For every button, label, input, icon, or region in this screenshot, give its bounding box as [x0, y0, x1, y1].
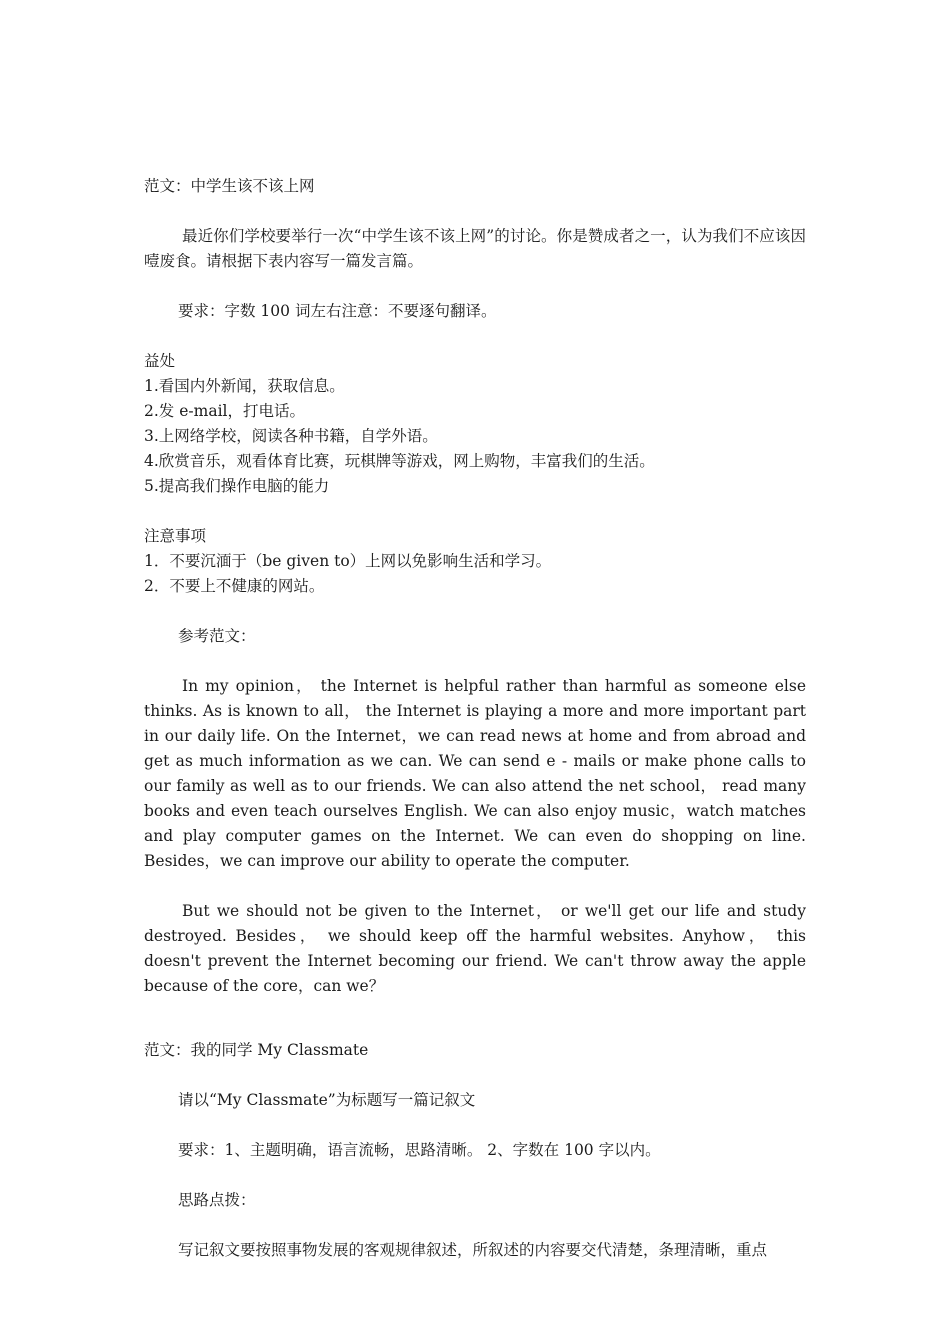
section1-requirement: 要求：字数 100 词左右注意：不要逐句翻译。	[178, 302, 497, 320]
notes-heading: 注意事项	[144, 527, 207, 545]
benefit-item: 4.欣赏音乐，观看体育比赛，玩棋牌等游戏，网上购物，丰富我们的生活。	[144, 452, 655, 470]
section2-prompt: 请以“My Classmate”为标题写一篇记叙文	[178, 1091, 476, 1109]
document-body	[144, 174, 806, 1263]
section1-title: 范文：中学生该不该上网	[144, 177, 315, 195]
section2-title: 范文：我的同学 My Classmate	[144, 1041, 369, 1059]
benefit-item: 1.看国内外新闻，获取信息。	[144, 377, 345, 395]
section2-hint-text: 写记叙文要按照事物发展的客观规律叙述，所叙述的内容要交代清楚，条理清晰，重点	[178, 1241, 768, 1259]
section1-intro: 最近你们学校要举行一次“中学生该不该上网”的讨论。你是赞成者之一，认为我们不应该因噎废食。请根据下表内容写一篇发言篇。	[144, 227, 806, 270]
benefit-item: 2.发 e-mail，打电话。	[144, 402, 305, 420]
benefit-item: 3.上网络学校，阅读各种书籍，自学外语。	[144, 427, 438, 445]
note-item: 1．不要沉湎于（be given to）上网以免影响生活和学习。	[144, 552, 552, 570]
section2-hint-label: 思路点拨：	[178, 1191, 256, 1209]
note-item: 2．不要上不健康的网站。	[144, 577, 325, 595]
reference-label: 参考范文：	[178, 627, 256, 645]
benefit-item: 5.提高我们操作电脑的能力	[144, 477, 330, 495]
benefits-heading: 益处	[144, 352, 176, 370]
essay-paragraph-2: But we should not be given to the Internet， or we'll get our life and study destroyed. Besides， we should keep off the harmful websites. Anyhow， this doesn't prevent the Internet becoming our friend. We can't throw away the apple because of the core，can we？	[144, 902, 806, 995]
essay-paragraph-1: In my opinion， the Internet is helpful rather than harmful as someone else thinks. As is known to all， the Internet is playing a more and more important part in our daily life. On the Internet，we can read news at home and from abroad and get as much information as we can. We can send e - mails or make phone calls to our family as well as to our friends. We can also attend the net school， read many books and even teach ourselves English. We can also enjoy music，watch matches and play computer games on the Internet. We can even do shopping on line. Besides，we can improve our ability to operate the computer.	[144, 677, 806, 870]
section2-requirement: 要求：1、主题明确，语言流畅，思路清晰。 2、字数在 100 字以内。	[178, 1141, 661, 1159]
